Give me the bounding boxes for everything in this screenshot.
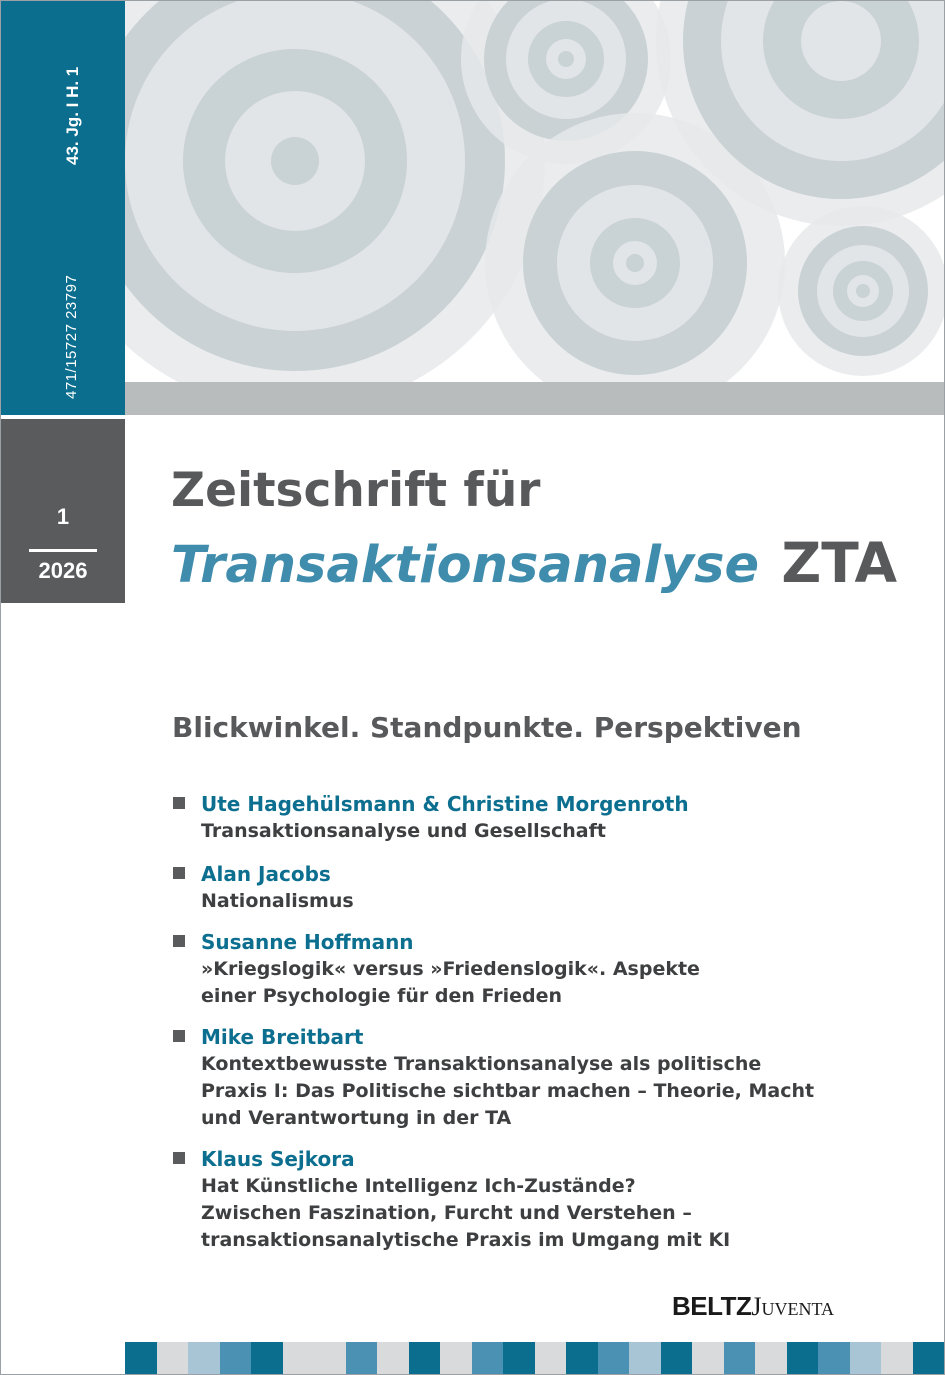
stripe-segment [850,1342,882,1374]
stripe-segment [787,1342,819,1374]
stripe-segment [913,1342,945,1374]
toc-article-title: Hat Künstliche Intelligenz Ich-Zustände? [201,1175,636,1197]
stripe-segment [692,1342,724,1374]
sidebar-teal-band [1,1,125,415]
stripe-segment [629,1342,661,1374]
stripe-segment [409,1342,441,1374]
publisher-logo [672,1291,834,1322]
stripe-segment [283,1342,315,1374]
square-bullet-icon [173,1152,185,1164]
issue-year: 2026 [38,558,88,583]
toc-entry [173,791,873,845]
journal-title-abbr: ZTA [781,531,898,595]
toc-author: Klaus Sejkora [201,1147,355,1171]
issn-text: 471/15727 23797 [63,274,80,399]
journal-title-main: Transaktionsanalyse [171,536,760,595]
journal-title-line2 [171,531,897,595]
decorative-ring [856,284,870,298]
toc-entry [173,929,873,1010]
toc-article-title: Kontextbewusste Transaktionsanalyse als politische [201,1053,762,1075]
stripe-segment [220,1342,252,1374]
bottom-color-stripe [125,1342,944,1374]
toc-article-title: und Verantwortung in der TA [201,1107,512,1129]
stripe-segment [440,1342,472,1374]
toc-entry [173,861,873,915]
concentric-circles-artwork [1,1,944,383]
toc-article-title: »Kriegslogik« versus »Friedenslogik«. Aspekte [201,958,700,980]
stripe-segment [755,1342,787,1374]
issue-divider [29,549,97,552]
publisher-logo-beltz: BELTZ [672,1291,752,1321]
journal-title-line1: Zeitschrift für [171,463,541,518]
square-bullet-icon [173,797,185,809]
toc-article-title: Nationalismus [201,890,354,912]
publisher-logo-juventa: Juventa [751,1292,835,1321]
square-bullet-icon [173,935,185,947]
stripe-segment [598,1342,630,1374]
stripe-segment [535,1342,567,1374]
decorative-ring [626,254,644,272]
stripe-segment [661,1342,693,1374]
square-bullet-icon [173,867,185,879]
stripe-segment [724,1342,756,1374]
table-of-contents [173,791,873,1254]
toc-article-title: transaktionsanalytische Praxis im Umgang mit KI [201,1229,731,1251]
toc-entry [173,1146,873,1254]
toc-article-title: einer Psychologie für den Frieden [201,985,563,1007]
decorative-ring [801,1,881,81]
volume-issue-text: 43. Jg. I H. 1 [63,66,82,165]
stripe-segment [818,1342,850,1374]
toc-author: Susanne Hoffmann [201,930,414,954]
toc-article-title: Transaktionsanalyse und Gesellschaft [201,820,606,842]
decorative-ring [558,51,574,67]
stripe-segment [125,1342,157,1374]
stripe-segment [377,1342,409,1374]
toc-author: Ute Hagehülsmann & Christine Morgenroth [201,792,689,816]
stripe-segment [251,1342,283,1374]
stripe-segment [566,1342,598,1374]
toc-entry [173,1024,873,1132]
square-bullet-icon [173,1030,185,1042]
decorative-ring [271,137,319,185]
stripe-segment [472,1342,504,1374]
stripe-segment [881,1342,913,1374]
stripe-segment [157,1342,189,1374]
issue-number: 1 [56,504,70,529]
stripe-segment [314,1342,346,1374]
toc-article-title: Zwischen Faszination, Furcht und Verstehen – [201,1202,692,1224]
stripe-segment [188,1342,220,1374]
issue-theme: Blickwinkel. Standpunkte. Perspektiven [172,711,802,744]
toc-author: Mike Breitbart [201,1025,364,1049]
stripe-segment [346,1342,378,1374]
toc-article-title: Praxis I: Das Politische sichtbar machen – Theorie, Macht [201,1080,815,1102]
stripe-segment [503,1342,535,1374]
toc-author: Alan Jacobs [201,862,331,886]
gray-band [125,382,944,415]
